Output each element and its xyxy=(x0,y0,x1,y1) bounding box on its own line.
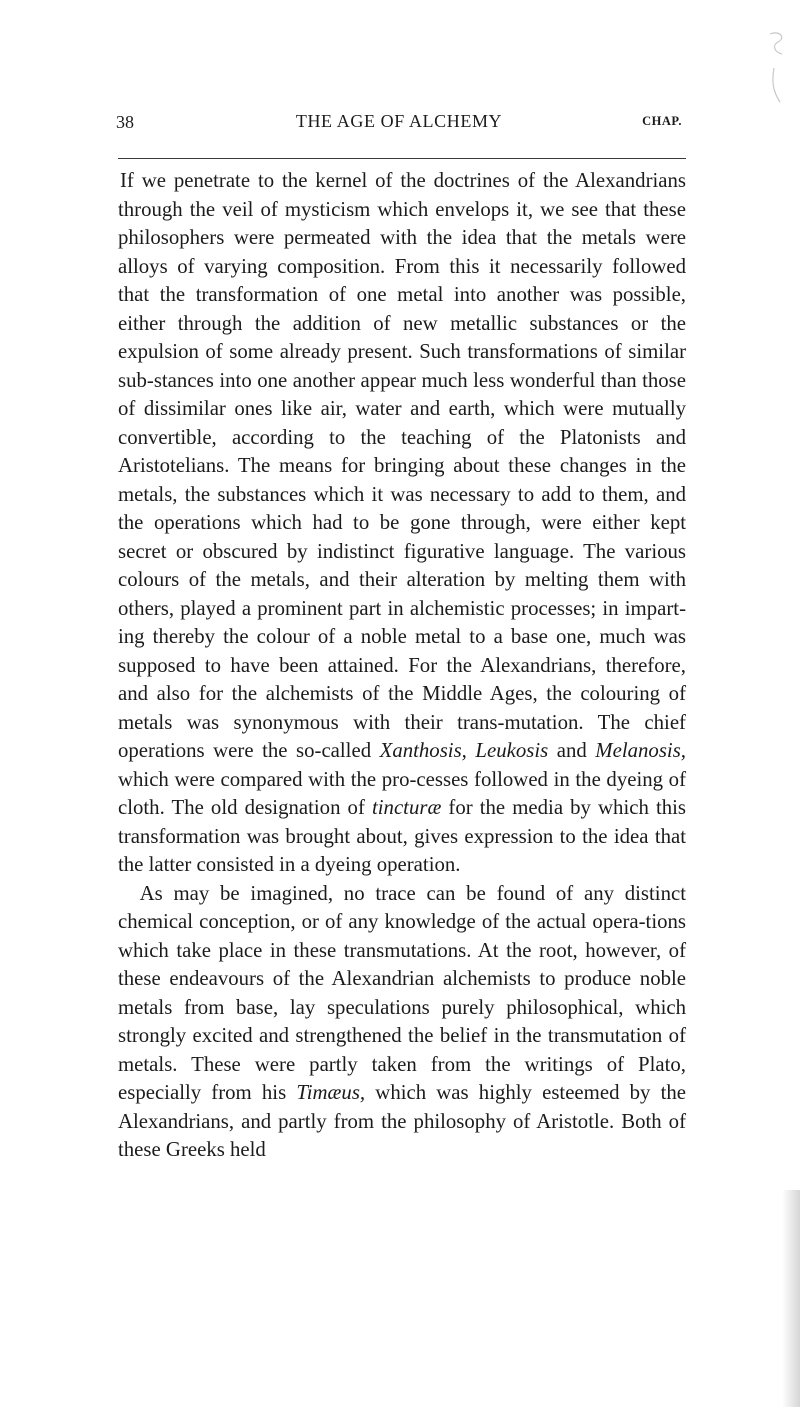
paragraph-1-text-a: If we penetrate to the kernel of the doctrines of the Alexandrians through the veil of mysticism which envelops it, we see that these philosophers were permeated with the idea that the metals were alloys of varying composition. From this it necessarily followed that the transformation of one metal into another was possible, either through the addition of new metallic substances or the expulsion of some already present. Such transformations of similar sub-stances into one another appear much less wonderful than those of dissimilar ones like air, water and earth, which were mutually convertible, according to the teaching of the Platonists and Aristotelians. The means for bringing about these changes in the metals, the substances which it was necessary to add to them, and the operations which had to be gone through, were either kept secret or obscured by indistinct figurative language. The various colours of the metals, and their alteration by melting them with others, played a prominent part in alchemistic processes; in impart-ing thereby the colour of a noble metal to a base one, much was supposed to have been attained. For the Alexandrians, therefore, and also for the alchemists of the Middle Ages, the colouring of metals was synonymous with their trans-mutation. The chief operations were the so-called xyxy=(118,169,686,762)
term-tincturae: tincturæ xyxy=(371,796,442,819)
paragraph-2 xyxy=(118,880,686,1165)
running-title: THE AGE OF ALCHEMY xyxy=(295,111,503,131)
paragraph-2-text-a: As may be imagined, no trace can be found of any distinct chemical conception, or of any knowledge of the actual opera-tions which take place in these transmutations. At the root, however, of these endeavours of the Alexandrian alchemists to produce noble metals from base, lay speculations purely philosophical, which strongly excited and strengthened the belief in the transmutation of metals. These were partly taken from the writings of Plato, especially from his xyxy=(118,881,686,1104)
paragraph-1 xyxy=(118,167,686,880)
body-text xyxy=(118,167,686,1165)
term-melanosis: Melanosis, xyxy=(595,739,686,762)
page-edge-shadow xyxy=(782,1190,800,1407)
pencil-mark-icon xyxy=(760,28,790,108)
paragraph-1-text-c: for the media by which this transformation was brought about, gives expression to the idea that the latter consisted in a dyeing operation. xyxy=(118,796,686,876)
chapter-mark: CHAP. xyxy=(642,114,682,128)
paragraph-2-text-b: which was highly esteemed by the Alexandrians, and partly from the philosophy of Aristotle. Both of these Greeks held xyxy=(118,1081,687,1161)
conjunction: and xyxy=(556,739,587,762)
term-leukosis: Leukosis xyxy=(475,739,549,762)
header-rule xyxy=(118,158,686,159)
paragraph-1-text-b: which were compared with the pro-cesses followed in the dyeing of cloth. The old designation of xyxy=(118,767,686,819)
term-timaeus: Timæus, xyxy=(296,1081,366,1104)
term-xanthosis: Xanthosis, xyxy=(379,739,467,762)
page-number: 38 xyxy=(116,112,134,132)
running-header xyxy=(116,108,682,138)
